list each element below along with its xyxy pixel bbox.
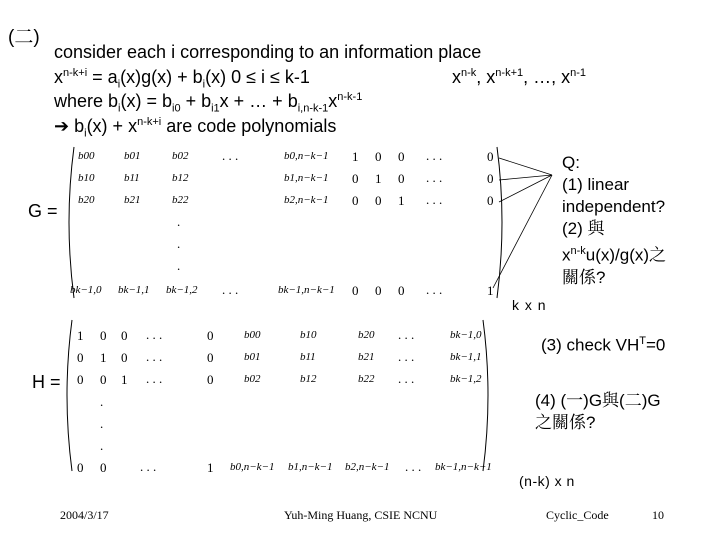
h-entry: bk−1,2 [450, 373, 482, 385]
g-entry: b10 [78, 172, 95, 184]
h-entry: 1 [207, 460, 214, 475]
h-vertical-dot: . [100, 438, 104, 453]
question-3: (3) check $VH^T=0$ [541, 335, 666, 355]
information-places: $x^{n-k}$, $x^{n-k+1}$, …, $x^{n-1}$ [452, 67, 587, 87]
g-entry: 0 [352, 193, 359, 208]
g-dimension: k x n [512, 297, 547, 313]
h-entry: 0 [121, 328, 128, 343]
h-ellipsis: . . . [405, 459, 422, 474]
g-entry: b20 [78, 194, 95, 206]
h-label: H = [32, 372, 61, 392]
g-entry: bk−1,1 [118, 284, 150, 296]
h-vertical-dot: . [100, 394, 104, 409]
g-ellipsis: . . . [426, 148, 443, 163]
g-entry: 0 [375, 193, 382, 208]
g-entry: 0 [375, 283, 382, 298]
h-ellipsis: . . . [146, 327, 163, 342]
h-entry: b02 [244, 373, 261, 385]
g-entry: 1 [352, 149, 359, 164]
g-vertical-dot: . [177, 258, 181, 273]
g-entry: 0 [352, 171, 359, 186]
intro-line-1: consider each i corresponding to an information place [54, 42, 482, 62]
question-4: (4) (一)G與(二)G 之關係? [535, 391, 661, 432]
h-entry: b01 [244, 351, 261, 363]
g-vertical-dot: . [177, 236, 181, 251]
h-ellipsis: . . . [398, 371, 415, 386]
g-entry: b21 [124, 194, 141, 206]
page-number: 10 [652, 508, 664, 522]
section-mark: (二) [8, 27, 40, 48]
questions: Q: (1) linear independent? (2) 與 $x^{n-k}u(x)/g(x)$之 關係? [562, 153, 667, 287]
g-entry: b1,n−k−1 [284, 172, 329, 184]
g-ellipsis: . . . [426, 282, 443, 297]
h-entry: 0 [207, 372, 214, 387]
h-ellipsis: . . . [146, 349, 163, 364]
h-entry: 1 [77, 328, 84, 343]
g-ellipsis: . . . [222, 148, 239, 163]
g-entry: b11 [124, 172, 140, 184]
arrow-icon: ➔ [54, 116, 70, 136]
h-entry: 0 [77, 372, 84, 387]
g-label: G = [28, 201, 58, 221]
h-entry: bk−1,1 [450, 351, 482, 363]
g-entry: b12 [172, 172, 189, 184]
footer-topic: Cyclic_Code [546, 508, 609, 522]
g-entry: bk−1,0 [70, 284, 102, 296]
g-entry: 0 [487, 149, 494, 164]
h-entry: b22 [358, 373, 375, 385]
g-ellipsis: . . . [426, 192, 443, 207]
h-ellipsis: . . . [146, 371, 163, 386]
footer-author: Yuh-Ming Huang, CSIE NCNU [284, 508, 438, 522]
g-entry: b01 [124, 150, 141, 162]
h-ellipsis: . . . [398, 349, 415, 364]
g-entry: b02 [172, 150, 189, 162]
g-entry: b22 [172, 194, 189, 206]
intro-line-4: ➔ $b_i(x) + x^{n-k+i}$ are code polynomials [54, 116, 337, 140]
intro-line-3: where $b_i(x) = b_{i0} + b_{i1}x$ + … + $b_{i,n-k-1}x^{n-k-1}$ [54, 91, 363, 115]
h-entry: 0 [100, 460, 107, 475]
g-vertical-dot: . [177, 214, 181, 229]
h-dimension: (n-k) x n [519, 473, 575, 489]
h-ellipsis: . . . [398, 327, 415, 342]
g-entry: bk−1,2 [166, 284, 198, 296]
g-entry: 0 [487, 193, 494, 208]
h-ellipsis: . . . [140, 459, 157, 474]
g-entry: 0 [375, 149, 382, 164]
h-entry: b21 [358, 351, 375, 363]
footer-date: 2004/3/17 [60, 508, 109, 522]
h-vertical-dot: . [100, 416, 104, 431]
g-ellipsis: . . . [222, 282, 239, 297]
h-entry: b2,n−k−1 [345, 461, 390, 473]
h-entry: 0 [100, 372, 107, 387]
g-ellipsis: . . . [426, 170, 443, 185]
h-entry: 1 [121, 372, 128, 387]
g-entry: 1 [487, 283, 494, 298]
g-entry: b00 [78, 150, 95, 162]
h-entry: b20 [358, 329, 375, 341]
h-entry: b12 [300, 373, 317, 385]
h-entry: 0 [121, 350, 128, 365]
g-entry: 0 [398, 149, 405, 164]
h-entry: b0,n−k−1 [230, 461, 275, 473]
h-entry: bk−1,n−k−1 [435, 461, 492, 473]
g-entry: 0 [352, 283, 359, 298]
g-entry: 0 [398, 171, 405, 186]
h-entry: 1 [100, 350, 107, 365]
h-entry: b10 [300, 329, 317, 341]
h-entry: bk−1,0 [450, 329, 482, 341]
h-entry: 0 [207, 350, 214, 365]
g-entry: 1 [398, 193, 405, 208]
h-entry: 0 [77, 460, 84, 475]
h-entry: 0 [100, 328, 107, 343]
intro-line-2: $x^{n-k+i} = a_i(x)g(x) + b_i(x) 0 \le i \le k-1$ [54, 67, 310, 91]
g-entry: 0 [487, 171, 494, 186]
h-entry: b00 [244, 329, 261, 341]
h-entry: b1,n−k−1 [288, 461, 333, 473]
g-entry: bk−1,n−k−1 [278, 284, 335, 296]
g-entry: 1 [375, 171, 382, 186]
h-entry: 0 [207, 328, 214, 343]
g-entry: b0,n−k−1 [284, 150, 329, 162]
g-entry: 0 [398, 283, 405, 298]
h-entry: b11 [300, 351, 316, 363]
h-entry: 0 [77, 350, 84, 365]
g-entry: b2,n−k−1 [284, 194, 329, 206]
